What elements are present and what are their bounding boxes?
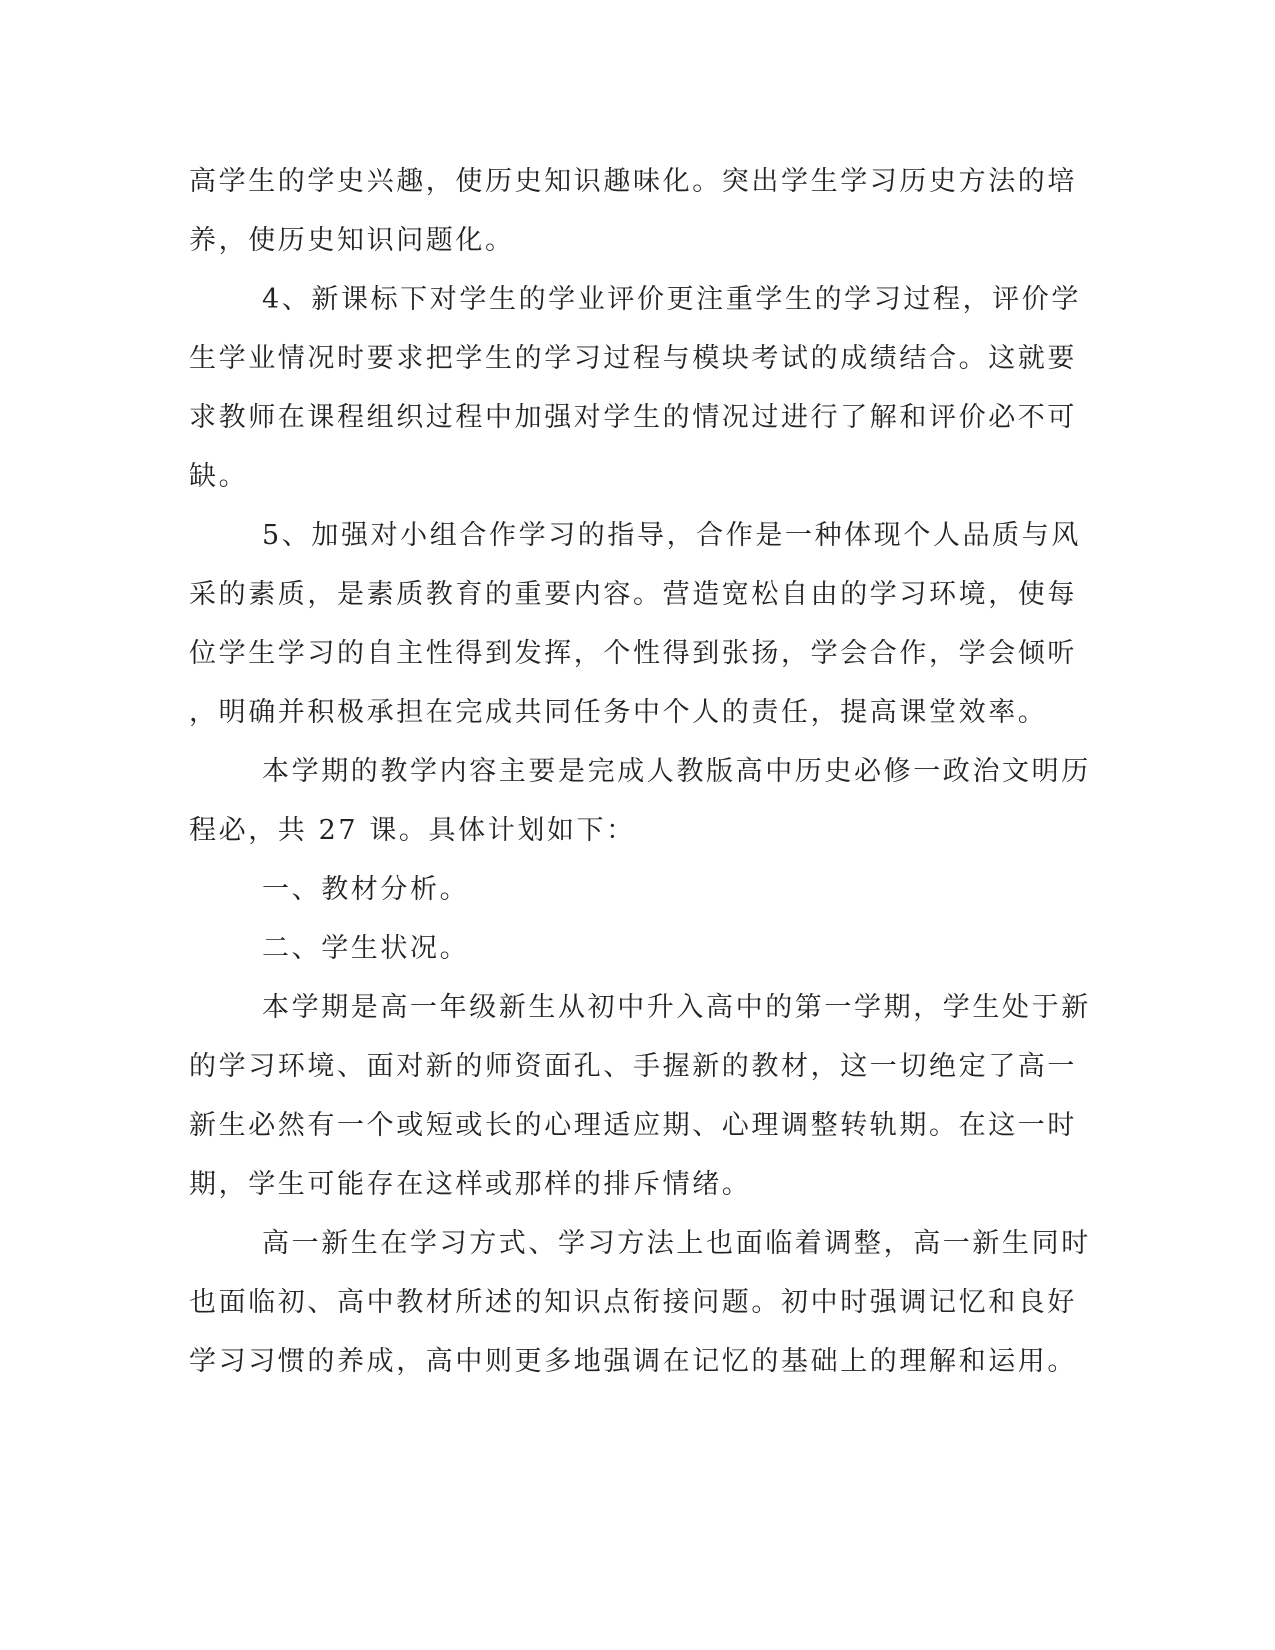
text-line: 生学业情况时要求把学生的学习过程与模块考试的成绩结合。这就要 (189, 343, 1077, 374)
text-line: 高一新生在学习方式、学习方法上也面临着调整，高一新生同时 (262, 1228, 1091, 1259)
text-line: 5、加强对小组合作学习的指导，合作是一种体现个人品质与风 (262, 520, 1081, 551)
text-line: 位学生学习的自主性得到发挥，个性得到张扬，学会合作，学会倾听 (189, 638, 1077, 669)
text-line: 4、新课标下对学生的学业评价更注重学生的学习过程，评价学 (262, 284, 1081, 315)
text-line: 期，学生可能存在这样或那样的排斥情绪。 (189, 1169, 752, 1200)
text-line: 一、教材分析。 (262, 874, 470, 905)
text-line: 缺。 (189, 461, 249, 492)
text-line: 的学习环境、面对新的师资面孔、手握新的教材，这一切绝定了高一 (189, 1051, 1077, 1082)
text-line: ，明确并积极承担在完成共同任务中个人的责任，提高课堂效率。 (189, 697, 1048, 728)
text-line: 二、学生状况。 (262, 933, 470, 964)
text-line: 本学期是高一年级新生从初中升入高中的第一学期，学生处于新 (262, 992, 1091, 1023)
text-line: 新生必然有一个或短或长的心理适应期、心理调整转轨期。在这一时 (189, 1110, 1077, 1141)
text-line: 程必，共 27 课。具体计划如下： (189, 815, 636, 846)
text-line: 高学生的学史兴趣，使历史知识趣味化。突出学生学习历史方法的培 (189, 166, 1077, 197)
text-line: 也面临初、高中教材所述的知识点衔接问题。初中时强调记忆和良好 (189, 1287, 1077, 1318)
text-line: 求教师在课程组织过程中加强对学生的情况过进行了解和评价必不可 (189, 402, 1077, 433)
text-line: 本学期的教学内容主要是完成人教版高中历史必修一政治文明历 (262, 756, 1091, 787)
text-line: 学习习惯的养成，高中则更多地强调在记忆的基础上的理解和运用。 (189, 1346, 1077, 1377)
text-line: 养，使历史知识问题化。 (189, 225, 515, 256)
text-line: 采的素质，是素质教育的重要内容。营造宽松自由的学习环境，使每 (189, 579, 1077, 610)
